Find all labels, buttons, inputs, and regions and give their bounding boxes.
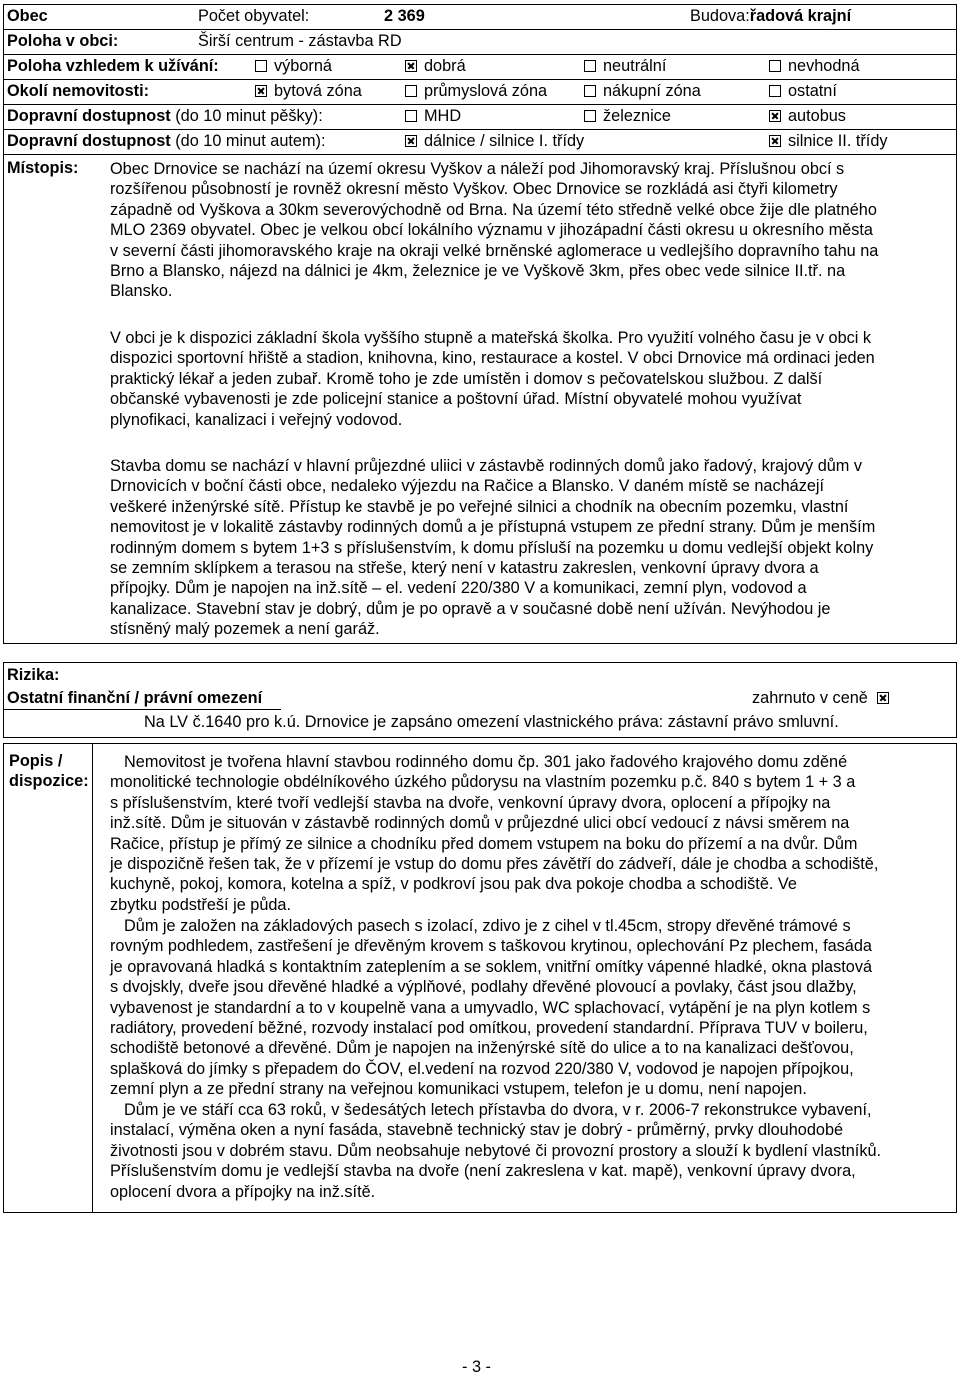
checkbox-checked-icon — [877, 692, 889, 704]
checkbox-empty-icon — [255, 60, 267, 72]
checkbox-empty-icon — [405, 110, 417, 122]
zahrnuto-v-cene[interactable]: zahrnuto v ceně — [752, 689, 896, 709]
pesky-option[interactable]: železnice — [584, 107, 671, 127]
mistopis-label: Místopis: — [7, 159, 79, 177]
popis-paragraph: Nemovitost je tvořena hlavní stavbou rodinného domu čp. 301 jako řadového krajového domu zděné monolitické technologie obdélníkového úzkého půdorysu na vlastním pozemku p.č. 840 s bytem 1 + 3 a s příslušenstvím, které tvoří vedlejší stavba na dvoře, venkovní úpravy dvora, oplocení a přípojky na inž.sítě. Dům je situován v zástavbě rodinných domů v průjezdné ulici obcí vedoucí z návsi směrem na Račice, přístup je přímý ze silnice a chodníku před domem vstupem na boku do přízemí a na dvůr. Dům je dispozičně řešen tak, že v přízemí je vstup do domu přes závětří do zádveří, dále je chodba a schodiště, kuchyně, pokoj, komora, kotelna a spíž, v podkroví jsou pak dva pokoje chodba a schodiště. Ve zbytku podstřeší je půda. — [110, 753, 879, 914]
checkbox-empty-icon — [769, 60, 781, 72]
popis-label: Popis / dispozice: — [9, 752, 89, 790]
mistopis-paragraph: Stavba domu se nachází v hlavní průjezdné uliici v zástavbě rodinných domů jako řadový, krajový dům v Drnovicích v boční části obce, nedaleko výjezdu na Račice a Blansko. V daném místě se nacházejí veškeré inženýrské sítě. Přístup ke stavbě je po veřejné silnici a chodník na obecním pozemku, vlastní nemovitost je v lokalitě zástavby rodinných domů a je přístupná vstupem ze přední strany. Dům je menším rodinným domem s bytem 1+3 s příslušenstvím, k domu přísluší na pozemku u domu vedlejší objekt kolny se zemním sklípkem a terasou na střeše, který není v katastru zakreslen, venkovní úpravy dvora a přípojky. Dům je napojen na inž.sítě – el. vedení 220/380 V a komunikaci, zemní plyn, vodovod a kanalizace. Stavební stav je dobrý, dům je po opravě a v současné době není užíván. Nevýhodou je stísněný malý pozemek a není garáž. — [110, 457, 876, 639]
autem-option[interactable]: dálnice / silnice I. třídy — [405, 132, 584, 152]
omezeni-underline — [3, 709, 281, 710]
pocet-obyvatel-value: 2 369 — [384, 7, 425, 25]
page-number: - 3 - — [462, 1358, 491, 1376]
okoli-option[interactable]: nákupní zóna — [584, 82, 701, 102]
uziti-label: Poloha vzhledem k užívání: — [7, 57, 219, 75]
checkbox-checked-icon — [405, 60, 417, 72]
pesky-option[interactable]: MHD — [405, 107, 461, 127]
popis-paragraph: Dům je ve stáří cca 63 roků, v šedesátých letech přístavba do dvora, v r. 2006-7 rekonstrukce vybavení, instalací, výměna oken a nyní fasáda, stavebně technický stav je dobrý - průměrný, prvky dlouhodobé životnosti jsou v dobrém stavu. Dům neobsahuje nebytové či provozní prostory a slouží k bydlení vlastníků. Příslušenstvím domu je vedlejší stavba na dvoře (není zakreslena v kat. mapě), venkovní úpravy dvora, oplocení dvora a přípojky na inž.sítě. — [110, 1101, 882, 1201]
row-rule — [3, 104, 957, 105]
autem-label: Dopravní dostupnost (do 10 minut autem): — [7, 132, 326, 150]
checkbox-checked-icon — [255, 85, 267, 97]
popis-paragraph: Dům je založen na základových pasech s izolací, zdivo je z cihel v tl.45cm, stropy dřevěné trámové s rovným podhledem, zastřešení je dřevěným krovem s taškovou krytinou, oplechování Pz plechem, fasáda je opravovaná hladká s kontaktním zateplením a se soklem, vnitřní omítky vápenné hladké, okna plastová s dvojskly, dveře jsou dřevěné hladké a výplňové, podlahy dřevěné plovoucí a povlaky, část jsou dlažby, vybavenost je standardní a to v koupelně vana a umyvadlo, WC splachovací, vytápění je na plyn kotlem s radiátory, provedení běžné, rozvody instalací pod omítkou, provedení standardní. Příprava TUV v boileru, schodiště betonové a dřevěné. Dům je napojen na inženýrské sítě do ulice a to na kanalizaci dešťovou, splašková do jímky s přepadem do ČOV, el.vedení na rozvod 220/380 V, vodovod je napojen přípojkou, zemní plyn a ze přední strany na veřejnou komunikaci vstupem, telefon je u domu, není napojen. — [110, 917, 873, 1099]
pesky-option[interactable]: autobus — [769, 107, 846, 127]
budova-label: Budova: — [690, 7, 750, 25]
pocet-obyvatel-label: Počet obyvatel: — [198, 7, 310, 25]
omezeni-label: Ostatní finanční / právní omezení — [7, 689, 263, 707]
okoli-label: Okolí nemovitosti: — [7, 82, 150, 100]
checkbox-empty-icon — [584, 60, 596, 72]
popis-label-divider — [92, 743, 93, 1213]
mistopis-paragraph: Obec Drnovice se nachází na území okresu Vyškov a náleží pod Jihomoravský kraj. Příslušnou obcí s rozšířenou působností je rovněž okresní město Vyškov. Obec Drnovice se rozkládá asi čtyři kilometry západně od Vyškova a 30km severovýchodně od Brna. Na území této středně velké obce žije dle platného MLO 2369 obyvatel. Obec je velkou obcí lokálního významu v jihozápadní části okresu u okresního města v severní části jihomoravského kraje na okraji velké brněnské aglomerace u vedlejšího dopravního tahu na Brno a Blansko, nájezd na dálnici je 4km, železnice je ve Vyškově 3km, přes obec vede silnice II.tř. na Blansko. — [110, 160, 879, 301]
uziti-option[interactable]: nevhodná — [769, 57, 860, 77]
okoli-option[interactable]: průmyslová zóna — [405, 82, 547, 102]
okoli-option[interactable]: ostatní — [769, 82, 837, 102]
okoli-option[interactable]: bytová zóna — [255, 82, 362, 102]
poloha-value: Širší centrum - zástavba RD — [198, 32, 402, 50]
row-rule — [3, 79, 957, 80]
autem-option[interactable]: silnice II. třídy — [769, 132, 888, 152]
budova-value: řadová krajní — [749, 7, 852, 25]
rizika-label: Rizika: — [7, 666, 60, 684]
row-rule — [3, 29, 957, 30]
rizika-text: Na LV č.1640 pro k.ú. Drnovice je zapsáno omezení vlastnického práva: zástavní právo smluvní. — [144, 713, 839, 731]
row-rule — [3, 154, 957, 155]
checkbox-empty-icon — [405, 85, 417, 97]
uziti-option[interactable]: dobrá — [405, 57, 466, 77]
checkbox-empty-icon — [584, 110, 596, 122]
mistopis-paragraph: V obci je k dispozici základní škola vyššího stupně a mateřská školka. Pro využití volného času je v obci k dispozici sportovní hřiště a stadion, knihovna, kino, restaurace a kostel. V obci Drnovice má ordinaci jeden praktický lékař a jeden zubař. Kromě toho je zde umístěn i domov s pečovatelskou službou. Z další občanské vybavenosti je zde policejní stanice a poštovní úřad. Místní obyvatelé mohou využívat plynofikaci, kanalizaci i veřejný vodovod. — [110, 329, 875, 429]
checkbox-checked-icon — [405, 135, 417, 147]
uziti-option[interactable]: výborná — [255, 57, 332, 77]
row-rule — [3, 54, 957, 55]
checkbox-empty-icon — [584, 85, 596, 97]
pesky-label: Dopravní dostupnost (do 10 minut pěšky): — [7, 107, 323, 125]
poloha-label: Poloha v obci: — [7, 32, 119, 50]
obec-label: Obec — [7, 7, 48, 25]
checkbox-empty-icon — [769, 85, 781, 97]
uziti-option[interactable]: neutrální — [584, 57, 666, 77]
checkbox-checked-icon — [769, 135, 781, 147]
budova-field — [690, 7, 851, 27]
row-rule — [3, 129, 957, 130]
checkbox-checked-icon — [769, 110, 781, 122]
